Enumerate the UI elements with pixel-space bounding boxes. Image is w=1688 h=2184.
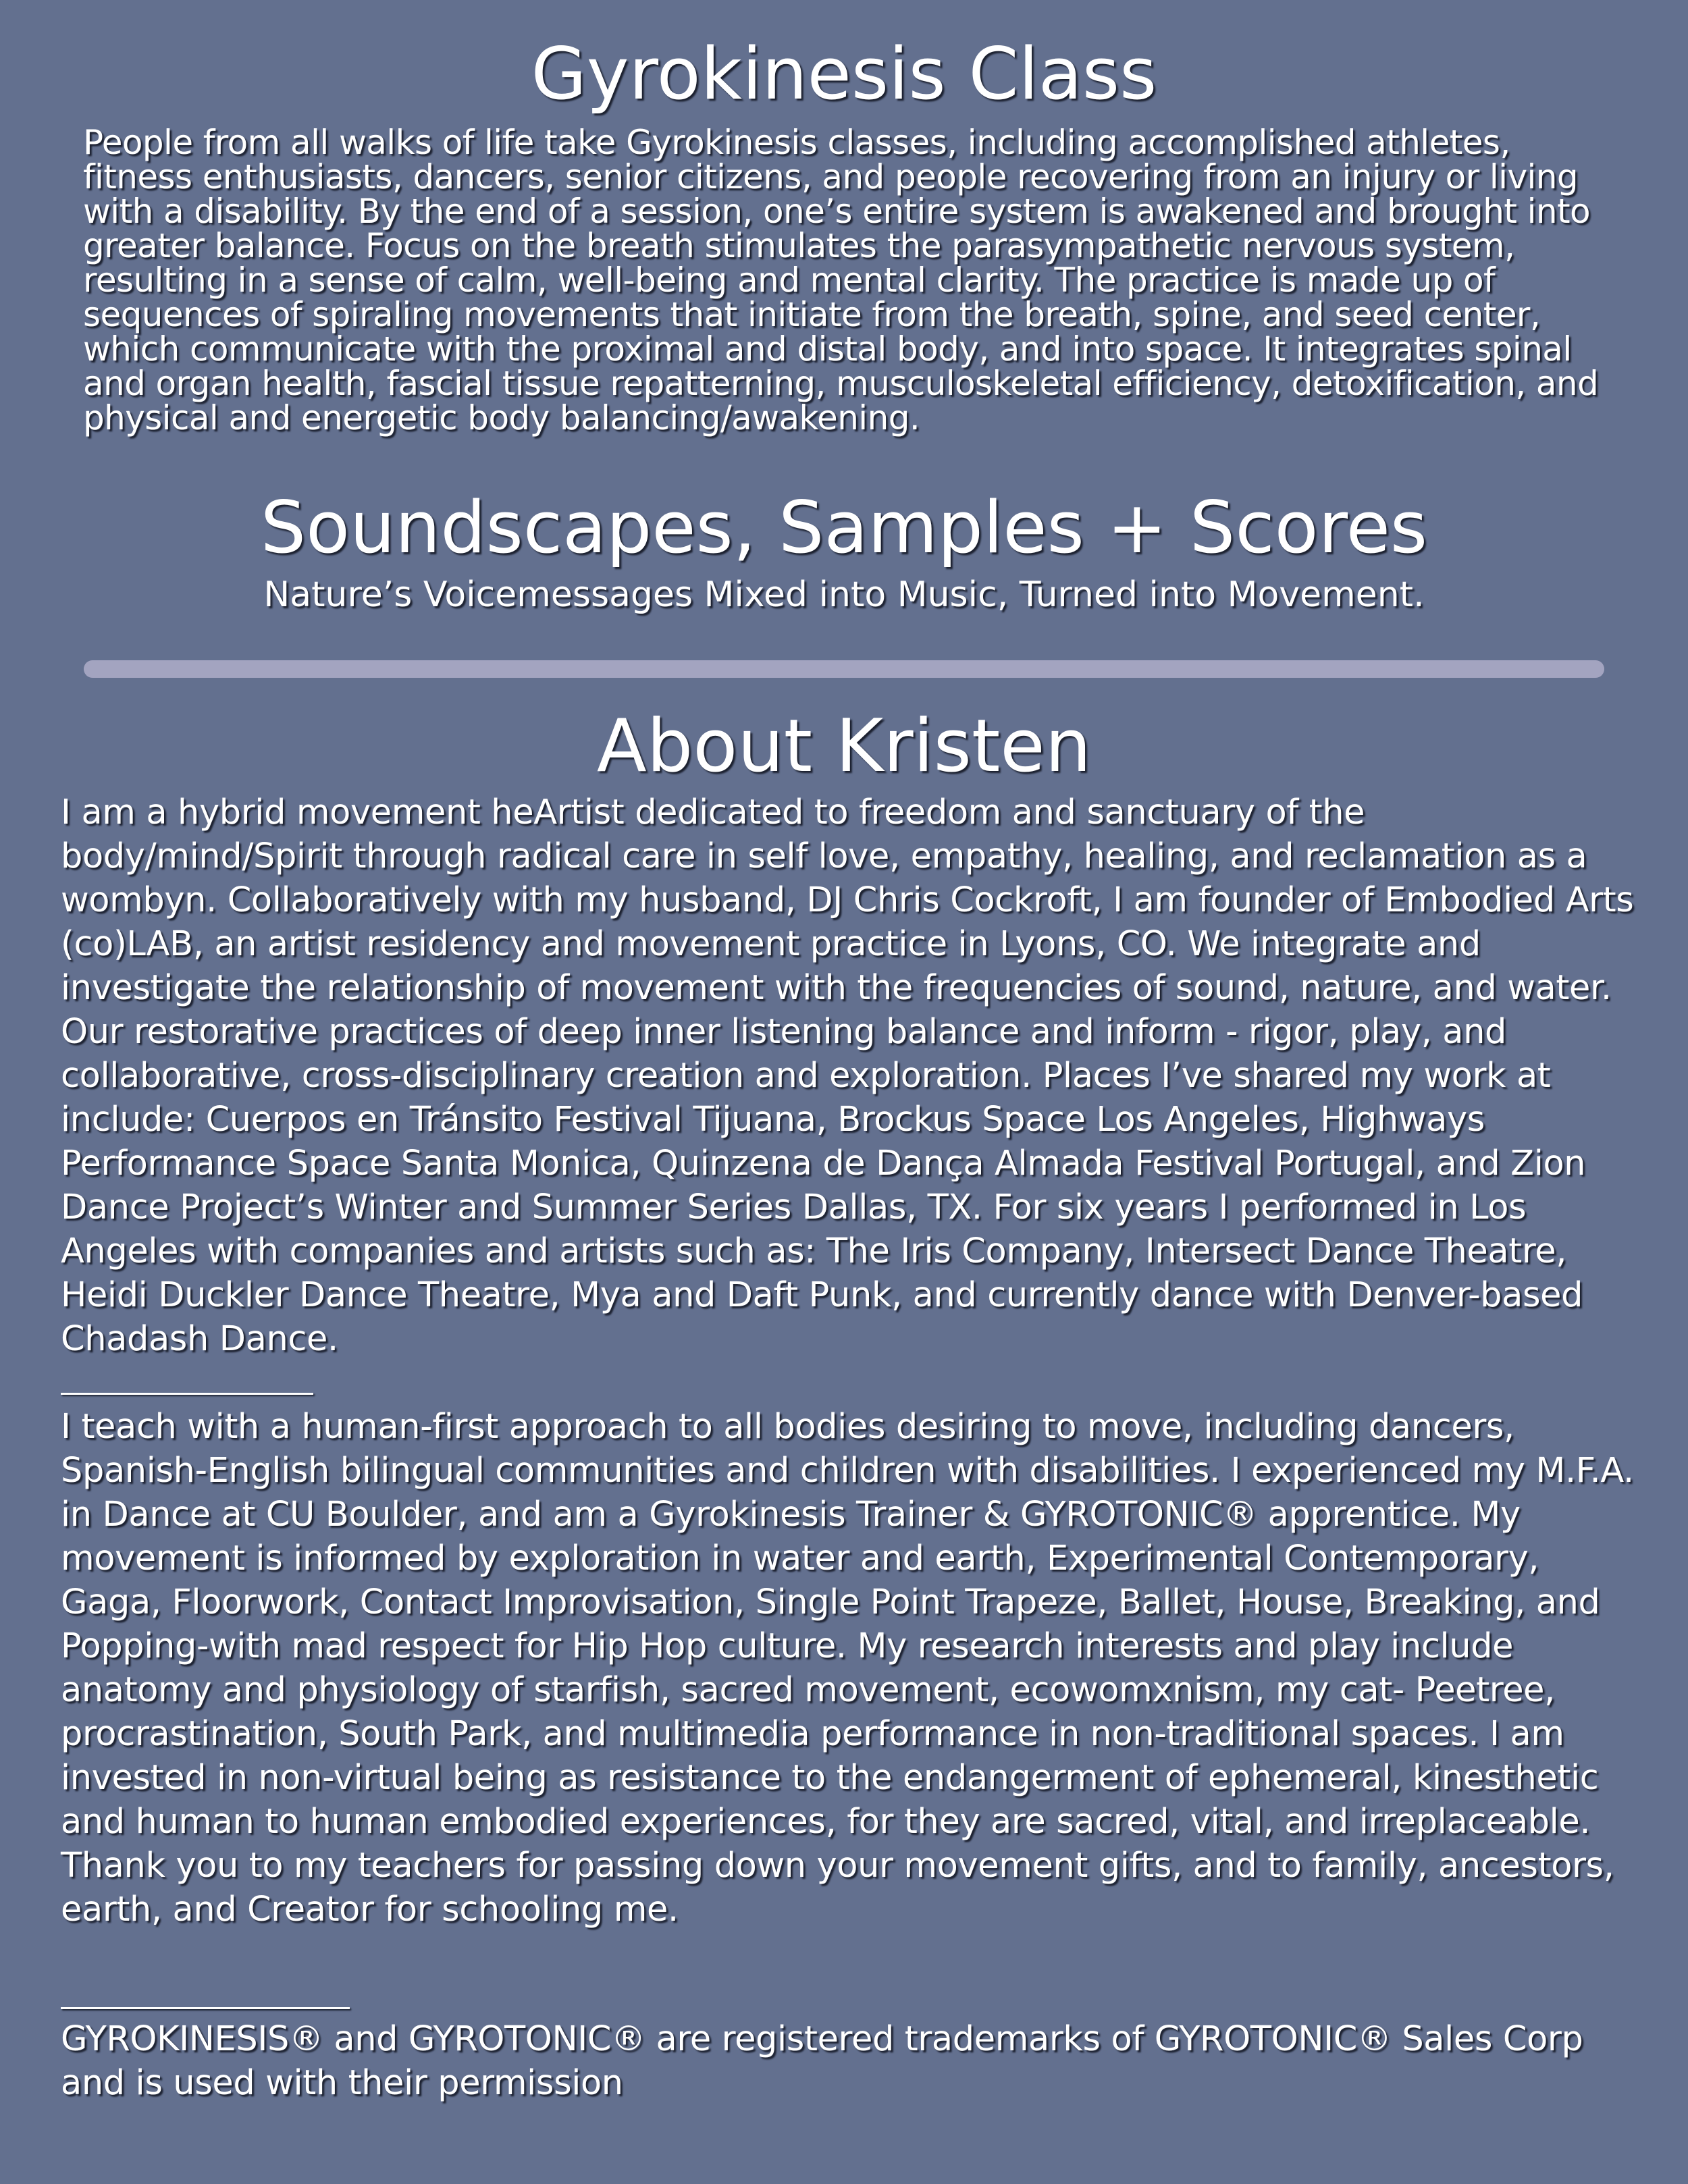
section-divider (84, 660, 1604, 678)
gyrokinesis-class-description: People from all walks of life take Gyrokinesis classes, including accomplished athletes, fitness enthusiasts, dancers, senior citizens, and people recovering from an injury or living with a disability. By the end of a session, one’s entire system is awakened and brought into greater balance. Focus on the breath stimulates the parasympathetic nervous system, resulting in a sense of calm, well-being and mental clarity. The practice is made up of sequences of spiraling movements that initiate from the breath, spine, and seed center, which communicate with the proximal and distal body, and into space. It integrates spinal and organ health, fascial tissue repatterning, musculoskeletal efficiency, detoxification, and physical and energetic body balancing/awakening. (83, 123, 1599, 437)
about-paragraph-2: I teach with a human-first approach to all bodies desiring to move, including dancers, Spanish-English bilingual communities and children with disabilities. I experienced my M.F.A. in Dance at CU Boulder, and am a Gyrokinesis Trainer & GYROTONIC® apprentice. My movement is informed by exploration in water and earth, Experimental Contemporary, Gaga, Floorwork, Contact Improvisation, Single Point Trapeze, Ballet, House, Breaking, and Popping-with mad respect for Hip Hop culture. My research interests and play include anatomy and physiology of starfish, sacred movement, ecowomxnism, my cat- Peetree, procrastination, South Park, and multimedia performance in non-traditional spaces. I am invested in non-virtual being as resistance to the endangerment of ephemeral, kinesthetic and human to human embodied experiences, for they are sacred, vital, and irreplaceable. Thank you to my teachers for passing down your movement gifts, and to family, ancestors, earth, and Creator for schooling me. (61, 1407, 1634, 1929)
about-paragraph-1: I am a hybrid movement heArtist dedicated to freedom and sanctuary of the body/mind/Spirit through radical care in self love, empathy, healing, and reclamation as a wombyn. Collaboratively with my husband, DJ Chris Cockroft, I am founder of Embodied Arts (co)LAB, an artist residency and movement practice in Lyons, CO. We integrate and investigate the relationship of movement with the frequencies of sound, nature, and water. Our restorative practices of deep inner listening balance and inform - rigor, play, and collaborative, cross-disciplinary creation and exploration. Places I’ve shared my work at include: Cuerpos en Tránsito Festival Tijuana, Brockus Space Los Angeles, Highways Performance Space Santa Monica, Quinzena de Dança Almada Festival Portugal, and Zion Dance Project’s Winter and Summer Series Dallas, TX. For six years I performed in Los Angeles with companies and artists such as: The Iris Company, Intersect Dance Theatre, Heidi Duckler Dance Theatre, Mya and Daft Punk, and currently dance with Denver-based Chadash Dance. (61, 793, 1634, 1359)
paragraph-separator-rule (61, 1393, 313, 1395)
soundscapes-subtitle: Nature’s Voicemessages Mixed into Music, Turned into Movement. (263, 575, 1425, 615)
about-kristen-title: About Kristen (596, 704, 1092, 789)
trademark-separator-rule (61, 2007, 350, 2009)
trademark-notice: GYROKINESIS® and GYROTONIC® are registered trademarks of GYROTONIC® Sales Corp and is used with their permission (61, 2019, 1583, 2103)
soundscapes-title: Soundscapes, Samples + Scores (260, 486, 1428, 569)
gyrokinesis-class-title: Gyrokinesis Class (531, 32, 1157, 115)
